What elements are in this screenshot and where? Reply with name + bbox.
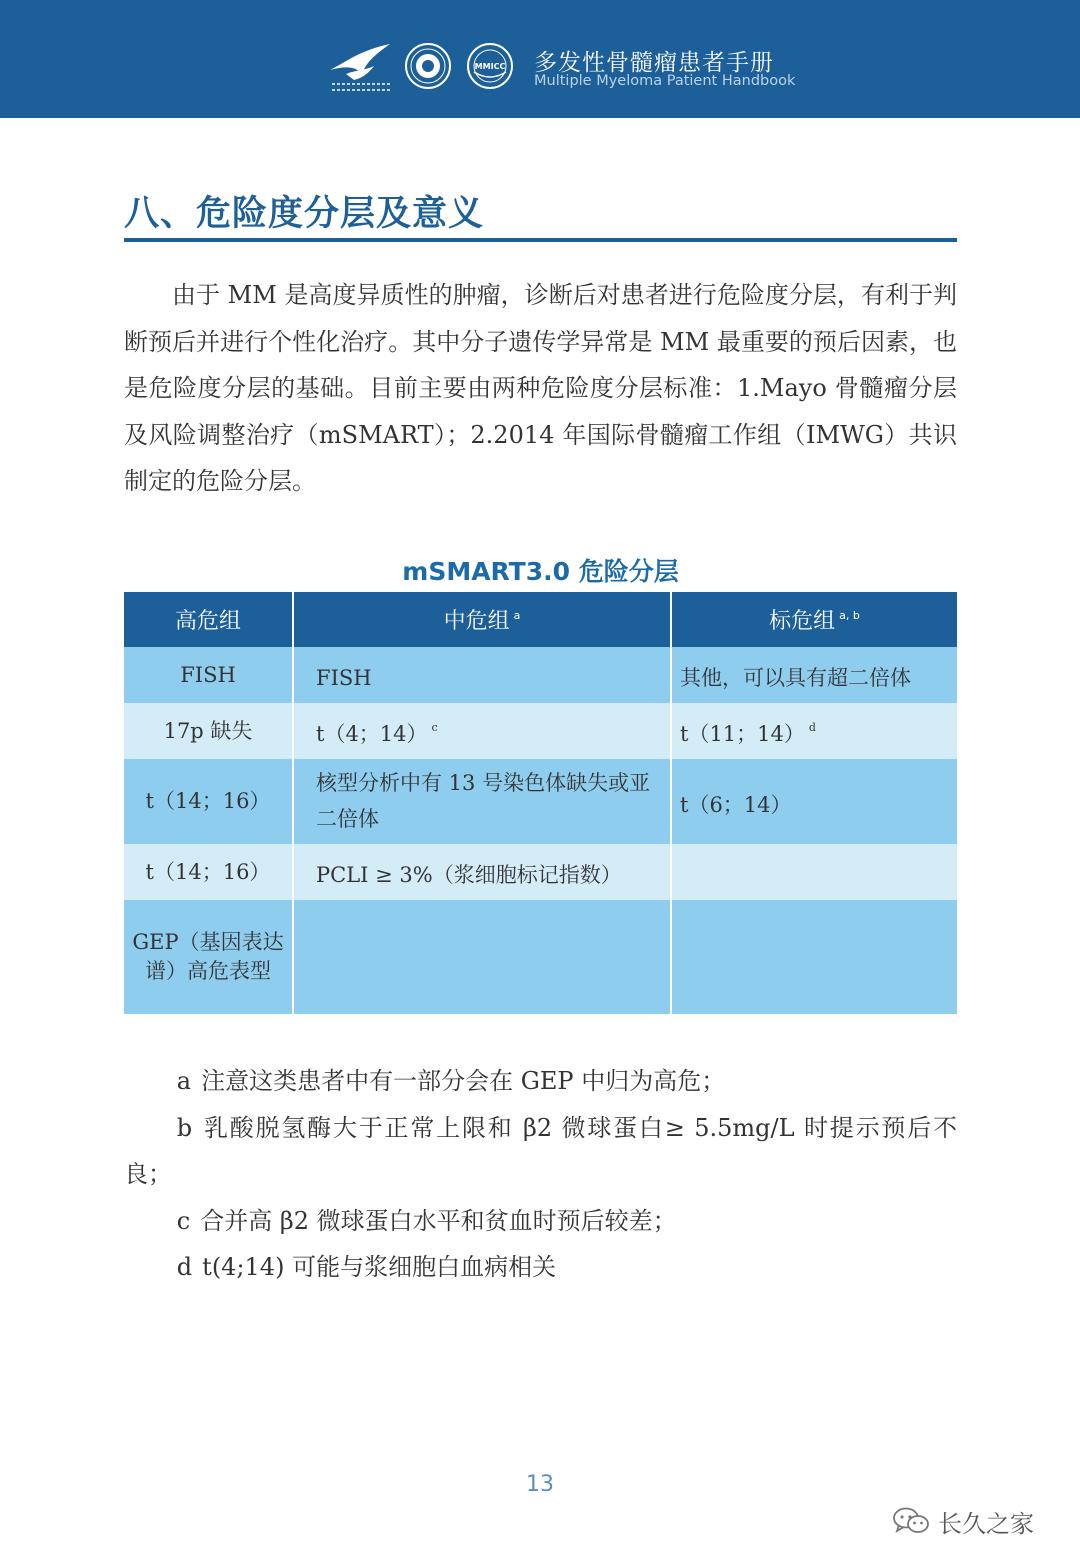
cell-intermediate-risk (293, 647, 671, 703)
table-row (124, 703, 957, 759)
footnote-text: 合并高 β2 微球蛋白水平和贫血时预后较差； (200, 1206, 677, 1235)
section-title: 八、危险度分层及意义 (124, 194, 485, 234)
mmicc-logo-icon (466, 42, 514, 90)
header-intermediate-risk (293, 592, 671, 647)
cell-standard-risk-text: t（11；14） (680, 722, 805, 746)
cell-high-risk: t（14；16） (124, 844, 293, 900)
footnote-mark: b (176, 1113, 193, 1142)
page-number: 13 (526, 1472, 554, 1497)
footnote-mark: a (176, 1067, 192, 1095)
footnote-mark: d (176, 1253, 193, 1281)
cell-high-risk: 17p 缺失 (124, 703, 293, 759)
cell-standard-risk (671, 703, 957, 759)
header-standard-risk (671, 592, 957, 647)
table-row (124, 647, 957, 703)
cell-standard-risk (671, 759, 957, 844)
cell-intermediate-risk (293, 703, 671, 759)
header-intermediate-risk-label: 中危组 (443, 609, 510, 634)
footnotes (124, 1058, 957, 1291)
cell-standard-risk-text: 其他，可以具有超二倍体 (680, 666, 911, 690)
header-high-risk-label: 高危组 (174, 609, 241, 634)
intro-paragraph: 由于 MM 是高度异质性的肿瘤，诊断后对患者进行危险度分层，有利于判断预后并进行个性化治疗。其中分子遗传学异常是 MM 最重要的预后因素，也是危险度分层的基础。目前主要由两种危险度分层标准：1.Mayo 骨髓瘤分层及风险调整治疗（mSMART）；2.2014 年国际骨髓瘤工作组（IMWG）共识制定的危险分层。 (124, 281, 957, 495)
globe-logo-icon (404, 42, 452, 90)
footnote-c (124, 1198, 957, 1245)
logo-badge-text: MMICC (474, 62, 506, 71)
footnote-text: t(4;14) 可能与浆细胞白血病相关 (202, 1253, 557, 1281)
footnote-text: 注意这类患者中有一部分会在 GEP 中归为高危； (201, 1067, 726, 1095)
footnote-a (124, 1058, 957, 1105)
cell-intermediate-risk (293, 900, 671, 1014)
risk-stratification-table (124, 592, 957, 1014)
cell-standard-risk-sup: d (808, 721, 816, 734)
cell-high-risk: GEP（基因表达谱）高危表型 (124, 900, 293, 1014)
wechat-icon (892, 1506, 930, 1536)
handbook-subtitle: Multiple Myeloma Patient Handbook (534, 73, 796, 89)
cell-standard-risk-text: t（6；14） (680, 792, 792, 817)
wechat-watermark (892, 1502, 1080, 1538)
handbook-title: 多发性骨髓瘤患者手册 (534, 50, 774, 76)
footnote-d (124, 1244, 957, 1291)
cell-intermediate-risk-text: FISH (316, 666, 372, 690)
cell-standard-risk (671, 647, 957, 703)
table-row (124, 900, 957, 1014)
header-standard-risk-sup: a, b (839, 609, 860, 622)
table-row (124, 844, 957, 900)
table-row (124, 759, 957, 844)
section-divider (124, 238, 957, 242)
cell-intermediate-risk-text: t（4；14） (316, 722, 428, 746)
cell-high-risk: t（14；16） (124, 759, 293, 844)
table-header-row (124, 592, 957, 647)
footnote-mark: c (176, 1206, 191, 1235)
header-high-risk (124, 592, 293, 647)
header-intermediate-risk-sup: a (513, 609, 521, 622)
cell-standard-risk (671, 844, 957, 900)
footnote-b (124, 1105, 957, 1198)
cell-intermediate-risk (293, 844, 671, 900)
cell-intermediate-risk-text: PCLI ≥ 3%（浆细胞标记指数） (316, 863, 622, 887)
header-banner (0, 0, 1080, 118)
footnote-text: 乳酸脱氢酶大于正常上限和 β2 微球蛋白≥ 5.5mg/L 时提示预后不良； (124, 1113, 957, 1188)
cell-standard-risk (671, 900, 957, 1014)
table-title: mSMART3.0 危险分层 (402, 557, 679, 586)
cell-intermediate-risk-sup: c (431, 721, 438, 734)
wing-logo-icon (326, 40, 396, 94)
cell-intermediate-risk-text: 核型分析中有 13 号染色体缺失或亚二倍体 (316, 771, 651, 831)
cell-high-risk: FISH (124, 647, 293, 703)
cell-intermediate-risk (293, 759, 671, 844)
wechat-account-name: 长久之家 (938, 1510, 1034, 1538)
header-standard-risk-label: 标危组 (769, 609, 836, 634)
